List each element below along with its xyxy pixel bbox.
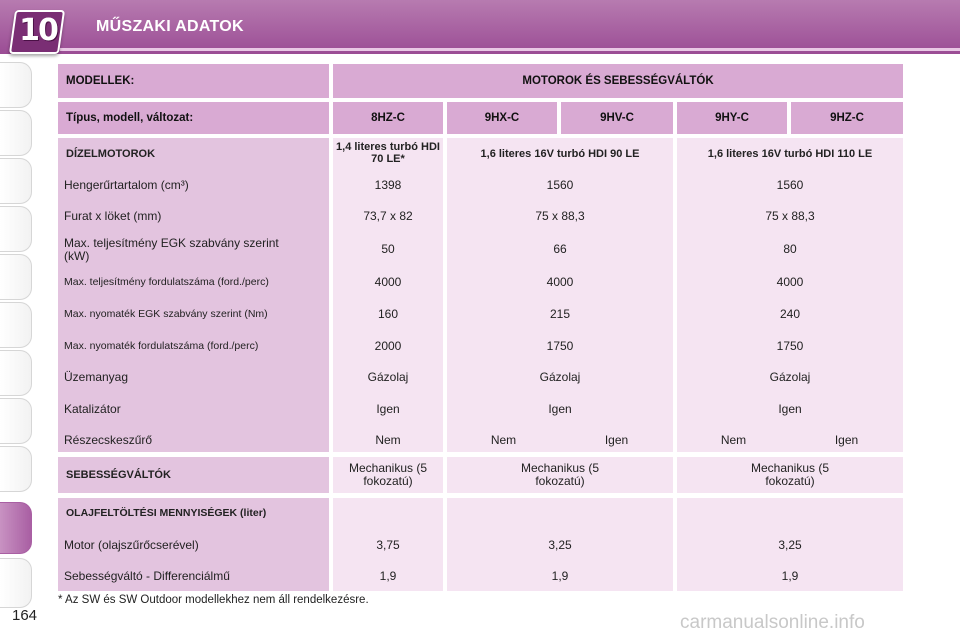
- capacity-label: Sebességváltó - Differenciálmű: [64, 569, 230, 583]
- spec-value: 1750: [546, 339, 574, 353]
- type-code: 9HV-C: [561, 102, 673, 134]
- chapter-tab-active[interactable]: [0, 502, 32, 554]
- spec-label: Furat x löket (mm): [64, 209, 162, 223]
- spec-value: Nem: [720, 433, 747, 447]
- spec-value: Gázolaj: [769, 370, 811, 384]
- chapter-number: 10: [19, 13, 57, 48]
- spec-value: Gázolaj: [367, 370, 409, 384]
- type-label: Típus, modell, változat:: [58, 102, 329, 134]
- spec-label: Üzemanyag: [64, 370, 129, 384]
- footnote: * Az SW és SW Outdoor modellekhez nem áll rendelkezésre.: [58, 594, 369, 606]
- spec-label: Hengerűrtartalom (cm³): [64, 178, 189, 192]
- chapter-tab[interactable]: [0, 110, 32, 156]
- spec-value: 4000: [776, 275, 804, 289]
- chapter-tab[interactable]: [0, 62, 32, 108]
- engines-label: MOTOROK ÉS SEBESSÉGVÁLTÓK: [333, 64, 903, 98]
- spec-value: 1560: [546, 178, 574, 192]
- spec-label: Max. nyomaték EGK szabvány szerint (Nm): [64, 308, 268, 320]
- spec-value: Nem: [490, 433, 517, 447]
- page-number: 164: [12, 607, 38, 624]
- spec-value: 1560: [776, 178, 804, 192]
- capacity-value: 1,9: [551, 569, 569, 583]
- type-code: 9HY-C: [677, 102, 787, 134]
- gearbox-label: SEBESSÉGVÁLTÓK: [58, 457, 329, 493]
- chapter-tab[interactable]: [0, 398, 32, 444]
- spec-value: 160: [377, 307, 399, 321]
- chapter-tab[interactable]: [0, 158, 32, 204]
- spec-value: Igen: [548, 402, 572, 416]
- engine-name: 1,6 literes 16V turbó HDI 110 LE: [707, 148, 873, 160]
- spec-value: Igen: [604, 433, 629, 447]
- diesel-section-title: DÍZELMOTOROK: [66, 148, 156, 160]
- spec-value: 4000: [546, 275, 574, 289]
- spec-value: 215: [549, 307, 571, 321]
- header-divider: [60, 48, 960, 51]
- spec-label: Max. teljesítmény fordulatszáma (ford./perc): [64, 276, 269, 288]
- spec-value: 73,7 x 82: [363, 209, 413, 223]
- type-code: 9HX-C: [447, 102, 557, 134]
- spec-value: 75 x 88,3: [765, 209, 815, 223]
- gearbox-value: Mechanikus (5 fokozatú): [333, 457, 443, 493]
- type-code: 9HZ-C: [791, 102, 903, 134]
- spec-label: Max. teljesítmény EGK szabvány szerint (kW): [64, 236, 279, 263]
- capacity-label: Motor (olajszűrőcserével): [64, 538, 199, 552]
- spec-value: 2000: [374, 339, 402, 353]
- spec-label: Katalizátor: [64, 402, 121, 416]
- spec-value: Igen: [778, 402, 802, 416]
- spec-value: 80: [783, 242, 797, 256]
- spec-value: 1750: [776, 339, 804, 353]
- engine-name: 1,4 literes turbó HDI 70 LE*: [336, 141, 440, 165]
- chapter-title: MŰSZAKI ADATOK: [96, 18, 244, 35]
- capacity-value: 1,9: [781, 569, 799, 583]
- chapter-tab[interactable]: [0, 558, 32, 608]
- chapter-tab[interactable]: [0, 446, 32, 492]
- type-code: 8HZ-C: [333, 102, 443, 134]
- spec-value: 75 x 88,3: [535, 209, 585, 223]
- spec-value: 240: [779, 307, 801, 321]
- spec-value: Nem: [375, 433, 401, 447]
- spec-value: 50: [381, 242, 395, 256]
- spec-value: 66: [553, 242, 567, 256]
- capacity-section-title: OLAJFELTÖLTÉSI MENNYISÉGEK (liter): [66, 507, 267, 519]
- spec-value: Igen: [376, 402, 400, 416]
- chapter-tab[interactable]: [0, 350, 32, 396]
- capacity-value: 3,25: [778, 538, 802, 552]
- watermark: carmanualsonline.info: [680, 612, 865, 633]
- chapter-tab[interactable]: [0, 254, 32, 300]
- spec-value: Gázolaj: [539, 370, 581, 384]
- models-label: MODELLEK:: [58, 64, 329, 98]
- chapter-tab[interactable]: [0, 206, 32, 252]
- spec-value: Igen: [834, 433, 859, 447]
- capacity-value: 1,9: [379, 569, 397, 583]
- spec-label: Részecskeszűrő: [64, 433, 153, 447]
- chapter-tab[interactable]: [0, 302, 32, 348]
- spec-value: 4000: [374, 275, 402, 289]
- capacity-value: 3,75: [376, 538, 400, 552]
- spec-value: 1398: [374, 178, 402, 192]
- engine-name: 1,6 literes 16V turbó HDI 90 LE: [480, 148, 640, 160]
- capacity-value: 3,25: [548, 538, 572, 552]
- gearbox-value: Mechanikus (5 fokozatú): [447, 457, 673, 493]
- spec-label: Max. nyomaték fordulatszáma (ford./perc): [64, 340, 259, 352]
- gearbox-value: Mechanikus (5 fokozatú): [677, 457, 903, 493]
